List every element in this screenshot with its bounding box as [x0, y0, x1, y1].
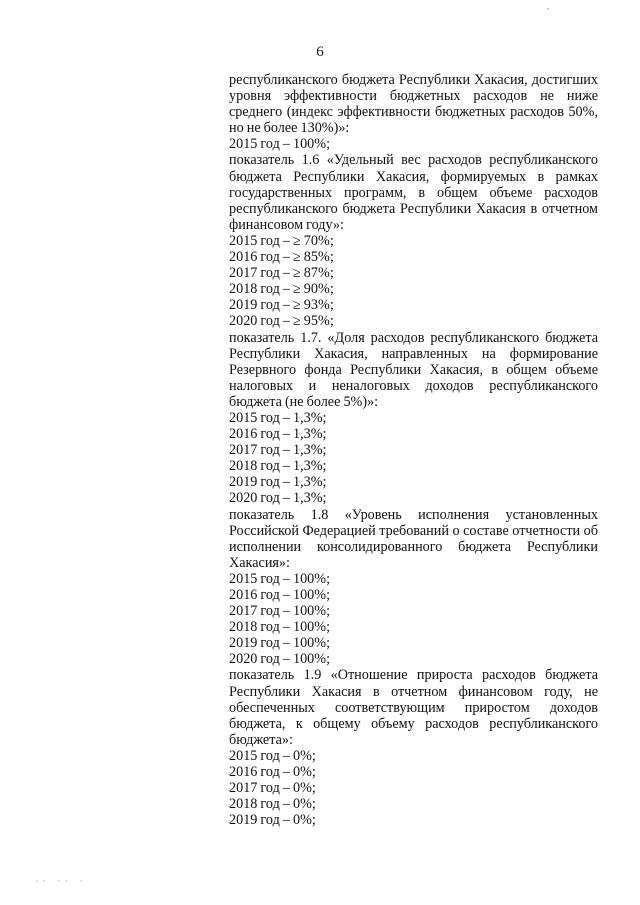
text-line: 2019 год – 100%;	[229, 635, 331, 652]
text-line: 2018 год – 100%;	[229, 619, 331, 636]
text-line: но не более 130%)»:	[229, 120, 350, 137]
text-line: обеспеченных соответствующим приростом доходов	[229, 699, 598, 716]
text-line: 2015 год – 1,3%;	[229, 409, 327, 426]
text-line: 2017 год – 100%;	[229, 603, 331, 620]
text-line: 2017 год – ≥ 87%;	[229, 265, 334, 282]
text-line: 2019 год – 1,3%;	[229, 474, 327, 491]
text-line: бюджета, к общему объему расходов республиканского	[229, 715, 598, 732]
text-line: показатель 1.8 «Уровень исполнения установленных	[229, 506, 598, 523]
text-line: исполнении консолидированного бюджета Республики	[229, 538, 598, 555]
text-line: республиканского бюджета Республики Хакасия, достигших	[229, 72, 598, 88]
text-line: 2019 год – 0%;	[229, 812, 316, 829]
text-line: 2015 год – 100%;	[229, 570, 331, 587]
text-line: 2015 год – 0%;	[229, 747, 316, 764]
text-line: 2015 год – 100%;	[229, 136, 331, 153]
text-line: бюджета Республики Хакасия, формируемых в рамках	[229, 168, 598, 185]
page-number: 6	[316, 44, 324, 60]
text-line: 2018 год – ≥ 90%;	[229, 281, 334, 298]
text-line: 2020 год – ≥ 95%;	[229, 313, 334, 330]
text-line: 2016 год – ≥ 85%;	[229, 249, 334, 266]
text-line: бюджета (не более 5%)»:	[229, 393, 379, 410]
text-line: 2015 год – ≥ 70%;	[229, 232, 334, 249]
text-line: 2016 год – 0%;	[229, 764, 316, 781]
scan-speck	[547, 8, 549, 10]
text-line: 2020 год – 1,3%;	[229, 490, 327, 507]
text-line: 2019 год – ≥ 93%;	[229, 297, 334, 314]
text-line: 2016 год – 1,3%;	[229, 426, 327, 443]
text-line: Российской Федерацией требований о составе отчетности об	[229, 522, 598, 539]
text-line: республиканского бюджета Республики Хакасия в отчетном	[229, 200, 598, 217]
text-line: показатель 1.9 «Отношение прироста расходов бюджета	[229, 667, 598, 684]
text-line: 2018 год – 0%;	[229, 796, 316, 813]
text-line: Республики Хакасия в отчетном финансовом году, не	[229, 683, 598, 700]
text-line: государственных программ, в общем объеме расходов	[229, 184, 598, 201]
text-line: 2020 год – 100%;	[229, 651, 331, 668]
text-line: Республики Хакасия, направленных на формирование	[229, 345, 598, 362]
document-body	[229, 72, 598, 828]
text-line: 2016 год – 100%;	[229, 587, 331, 603]
text-line: 2017 год – 1,3%;	[229, 442, 327, 459]
text-line: показатель 1.6 «Удельный вес расходов республиканского	[229, 152, 598, 169]
text-line: 2017 год – 0%;	[229, 780, 316, 797]
text-line: финансовом году»:	[229, 216, 344, 233]
text-line: 2018 год – 1,3%;	[229, 458, 327, 475]
text-line: уровня эффективности бюджетных расходов не ниже	[229, 88, 598, 105]
text-line: налоговых и неналоговых доходов республиканского	[229, 377, 598, 394]
text-line: среднего (индекс эффективности бюджетных расходов 50%,	[229, 104, 598, 121]
text-line: Хакасия»:	[229, 554, 290, 571]
scan-artifact-mark: ·· ·· ·	[34, 877, 86, 887]
text-line: Резервного фонда Республики Хакасия, в общем объеме	[229, 361, 598, 378]
text-line: бюджета»:	[229, 731, 293, 748]
text-line: показатель 1.7. «Доля расходов республиканского бюджета	[229, 329, 598, 346]
